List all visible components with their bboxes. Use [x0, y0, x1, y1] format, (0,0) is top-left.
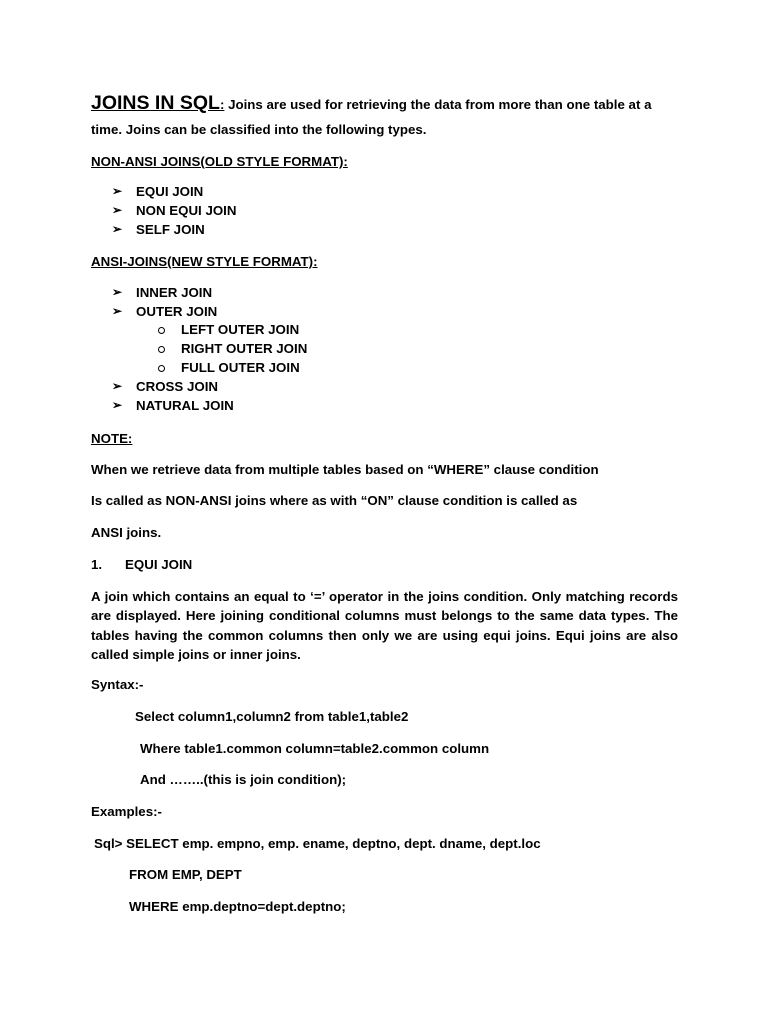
arrow-bullet-icon: ➢ — [112, 304, 123, 318]
sub-list-item: FULL OUTER JOIN — [181, 360, 300, 375]
circle-bullet-icon — [158, 327, 165, 334]
arrow-bullet-icon: ➢ — [112, 222, 123, 236]
arrow-bullet-icon: ➢ — [112, 203, 123, 217]
arrow-bullet-icon: ➢ — [112, 398, 123, 412]
circle-bullet-icon — [158, 365, 165, 372]
arrow-bullet-icon: ➢ — [112, 285, 123, 299]
note-line: Is called as NON-ANSI joins where as with “ON” clause condition is called as — [91, 493, 578, 508]
intro-text-1: Joins are used for retrieving the data from more than one table at a — [224, 97, 652, 112]
sub-list-item: RIGHT OUTER JOIN — [181, 341, 308, 356]
title-colon: : — [219, 97, 225, 112]
list-item: EQUI JOIN — [136, 184, 204, 199]
intro-line-1 — [91, 92, 652, 114]
note-line: When we retrieve data from multiple tables based on “WHERE” clause condition — [91, 462, 599, 477]
section-title: EQUI JOIN — [125, 557, 193, 572]
section-number: 1. — [91, 557, 103, 572]
example-line: FROM EMP, DEPT — [129, 867, 242, 882]
list-item: NATURAL JOIN — [136, 398, 234, 413]
syntax-line: Where table1.common column=table2.common column — [140, 741, 490, 756]
list-item: OUTER JOIN — [136, 304, 218, 319]
syntax-line: Select column1,column2 from table1,table2 — [135, 709, 409, 724]
page-title: JOINS IN SQL — [91, 92, 220, 114]
examples-heading: Examples:- — [91, 804, 162, 819]
example-line: Sql> SELECT emp. empno, emp. ename, deptno, dept. dname, dept.loc — [94, 836, 541, 851]
arrow-bullet-icon: ➢ — [112, 379, 123, 393]
note-heading: NOTE: — [91, 431, 133, 446]
syntax-heading: Syntax:- — [91, 677, 144, 692]
list-item: INNER JOIN — [136, 285, 213, 300]
example-line: WHERE emp.deptno=dept.deptno; — [129, 899, 346, 914]
syntax-line: And ……..(this is join condition); — [140, 772, 347, 787]
ansi-heading: ANSI-JOINS(NEW STYLE FORMAT): — [91, 254, 318, 269]
equi-join-paragraph: A join which contains an equal to ‘=’ operator in the joins condition. Only matching records are displayed. Here joining conditional columns must belongs to the same data types. The tables having the common columns then only we are using equi joins. Equi joins are also called simple joins or inner joins. — [91, 589, 678, 662]
arrow-bullet-icon: ➢ — [112, 184, 123, 198]
non-ansi-heading: NON-ANSI JOINS(OLD STYLE FORMAT): — [91, 154, 348, 169]
circle-bullet-icon — [158, 346, 165, 353]
list-item: CROSS JOIN — [136, 379, 219, 394]
note-line: ANSI joins. — [91, 525, 162, 540]
sub-list-item: LEFT OUTER JOIN — [181, 322, 300, 337]
list-item: SELF JOIN — [136, 222, 205, 237]
list-item: NON EQUI JOIN — [136, 203, 237, 218]
intro-line-2: time. Joins can be classified into the following types. — [91, 122, 427, 137]
